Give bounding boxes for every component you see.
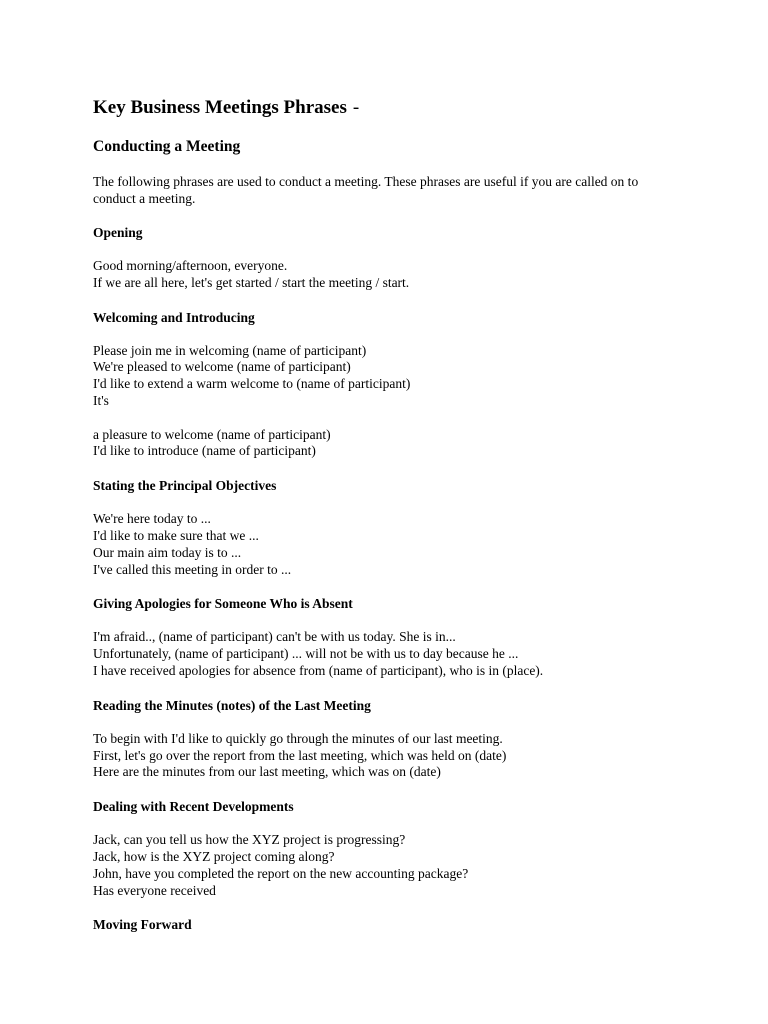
document-title	[93, 94, 733, 122]
section-heading: Stating the Principal Objectives	[93, 478, 277, 494]
phrase-line: Unfortunately, (name of participant) ... will not be with us to day because he ...	[93, 646, 519, 662]
phrase-line: We're here today to ...	[93, 511, 211, 527]
phrase-line: We're pleased to welcome (name of participant)	[93, 359, 351, 375]
phrase-list	[93, 511, 733, 578]
phrase-line: I'd like to make sure that we ...	[93, 527, 259, 543]
phrase-list	[93, 832, 733, 899]
section-heading: Giving Apologies for Someone Who is Absent	[93, 596, 353, 612]
phrase-line: I'd like to extend a warm welcome to (name of participant)	[93, 376, 411, 392]
phrase-list	[93, 258, 733, 292]
section-heading: Reading the Minutes (notes) of the Last Meeting	[93, 697, 371, 713]
phrase-line: First, let's go over the report from the last meeting, which was held on (date)	[93, 747, 507, 763]
section-heading: Opening	[93, 225, 143, 240]
sections-container	[93, 224, 733, 933]
section-heading: Moving Forward	[93, 917, 192, 933]
section-heading: Dealing with Recent Developments	[93, 799, 294, 815]
phrase-line: I'd like to introduce (name of participant)	[93, 443, 316, 459]
phrase-line: Has everyone received	[93, 882, 216, 898]
blank-line	[93, 410, 733, 427]
phrase-line: Jack, how is the XYZ project coming along?	[93, 848, 335, 864]
phrase-line: If we are all here, let's get started / start the meeting / start.	[93, 274, 410, 290]
phrase-list	[93, 343, 733, 461]
document-body	[93, 94, 733, 933]
phrase-line: I've called this meeting in order to ...	[93, 561, 292, 577]
phrase-line: Here are the minutes from our last meeting, which was on (date)	[93, 764, 441, 780]
phrase-line: To begin with I'd like to quickly go through the minutes of our last meeting.	[93, 730, 503, 746]
document-title-dash: -	[352, 97, 360, 118]
phrase-line: I'm afraid.., (name of participant) can't be with us today. She is in...	[93, 629, 456, 645]
phrase-line: I have received apologies for absence from (name of participant), who is in (place).	[93, 662, 544, 678]
phrase-line: Jack, can you tell us how the XYZ project is progressing?	[93, 832, 406, 848]
phrase-list	[93, 731, 733, 781]
phrase-line: It's	[93, 392, 109, 408]
document-subtitle: Conducting a Meeting	[93, 138, 241, 155]
phrase-line: a pleasure to welcome (name of participant)	[93, 426, 331, 442]
intro-paragraph: The following phrases are used to conduct a meeting. These phrases are useful if you are called on to conduct a meeting.	[93, 174, 639, 206]
phrase-line: Good morning/afternoon, everyone.	[93, 258, 288, 273]
section-heading: Welcoming and Introducing	[93, 309, 255, 325]
phrase-line: Please join me in welcoming (name of participant)	[93, 342, 367, 358]
phrase-line: John, have you completed the report on the new accounting package?	[93, 865, 469, 881]
document-title-text: Key Business Meetings Phrases	[93, 97, 347, 118]
phrase-list	[93, 629, 733, 679]
phrase-line: Our main aim today is to ...	[93, 544, 242, 560]
